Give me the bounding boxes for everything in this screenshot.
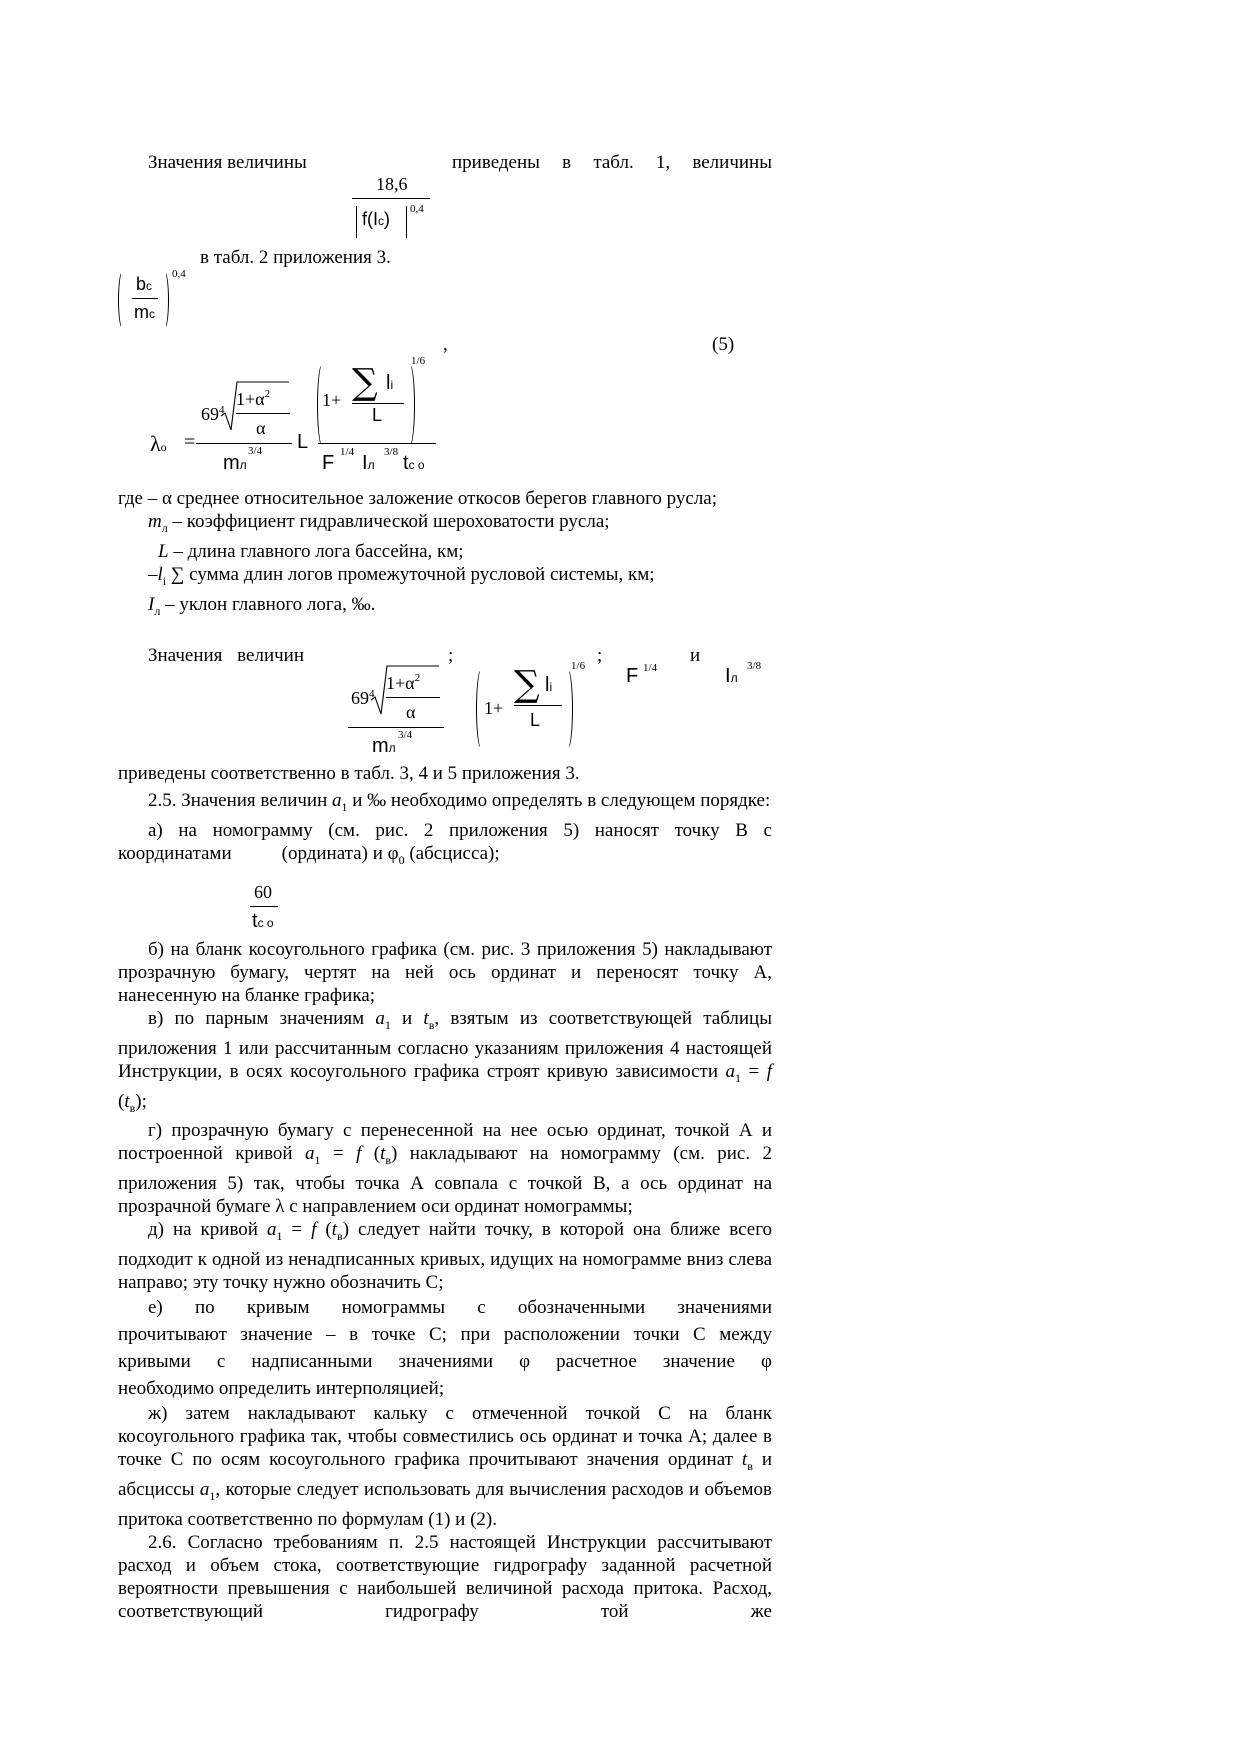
def-alpha: где – α среднее относительное заложение откосов берегов главного русла; [118, 488, 718, 509]
def-L: L – длина главного лога бассейна, км; [158, 540, 464, 562]
section-2-5 [118, 789, 772, 872]
sec25-e-line4: необходимо определить интерполяцией; [118, 1377, 445, 1399]
sec25-a-line1: а) на номограмму (см. рис. 2 приложения 5) наносят точку В с [148, 819, 772, 841]
para2-start: Значения величин [148, 645, 305, 666]
sec25-intro: 2.5. Значения величин $a_1$ и ‰ необходимо определять в следующем порядке: [148, 790, 771, 814]
sec25-d: д) на кривой $a_1 = f$ $(t_в)$ следует найти точку, в которой она ближе всего подходит к одной из ненадписанных кривых, идущих на номограмме вниз слева направо; эту точку нужно обозначить С; [118, 1219, 773, 1293]
sec25-e-line3: кривыми с надписанными значениями φ расчетное значение φ [118, 1350, 772, 1372]
sec25-a-line2: координатами (ордината) и $\varphi_0$ (абсцисса); [118, 842, 500, 867]
sec25-v: в) по парным значениям $a_1$ и $t_в$, взятым из соответствующей таблицы приложения 1 или рассчитанным согласно указаниям приложения 4 настоящей Инструкции, в осях косоугольного графика строят кривую зависимости $a_1 = f$ $(t_в)$; [118, 1008, 772, 1115]
definitions [118, 487, 772, 622]
sec26-text: 2.6. Согласно требованиям п. 2.5 настоящей Инструкции рассчитывают расход и объем стока, соответствующие гидрографу заданной расчетной вероятности превышения с наибольшей величиной расхода притока. Расход, соответствующий гидрографу той же [118, 1531, 772, 1622]
para1-end: в табл. 2 приложения 3. [200, 247, 391, 268]
formula-number: (5) [712, 334, 735, 355]
para1-mid: приведены в табл. 1, величины [452, 152, 772, 173]
sec25-e-line2: прочитывают значение – в точке С; при расположении точки С между [118, 1323, 772, 1345]
para1-start: Значения величины [148, 152, 307, 173]
sec25-b: б) на бланк косоугольного графика (см. рис. 3 приложения 5) накладывают прозрачную бумагу, чертят на ней ось ординат и переносят точку А, нанесенную на бланке графика; [118, 939, 772, 1006]
def-li: $-l_i$ ∑ сумма длин логов промежуточной русловой системы, км; [148, 563, 655, 588]
sec25-zh: ж) затем накладывают кальку с отмеченной точкой С на бланк косоугольного графика так, чтобы совместились ось ординат и точка А; далее в точке С по осям косоугольного графика прочитывают значения ординат $t_в$ и абсциссы $a_1$, которые следует использовать для вычисления расходов и объемов притока соответственно по формулам (1) и (2). [118, 1402, 772, 1530]
section-2-5-cont [118, 938, 772, 1623]
def-m: $m_л$ – коэффициент гидравлической шероховатости русла; [148, 511, 610, 535]
sec25-g: г) прозрачную бумагу с перенесенной на нее осью ординат, точкой А и построенной кривой $a_1 = f$ $(t_в)$ накладывают на номограмму (см. рис. 2 приложения 5) так, чтобы точка А совпала с точкой В, а ось ординат на прозрачной бумаге λ с направлением оси ординат номограммы; [118, 1120, 773, 1218]
para2-end: приведены соответственно в табл. 3, 4 и 5 приложения 3. [118, 763, 580, 784]
sec25-e-line1: е) по кривым номограммы с обозначенными значениями [148, 1296, 772, 1318]
def-I: $I_л$ – уклон главного лога, ‰. [148, 593, 376, 618]
